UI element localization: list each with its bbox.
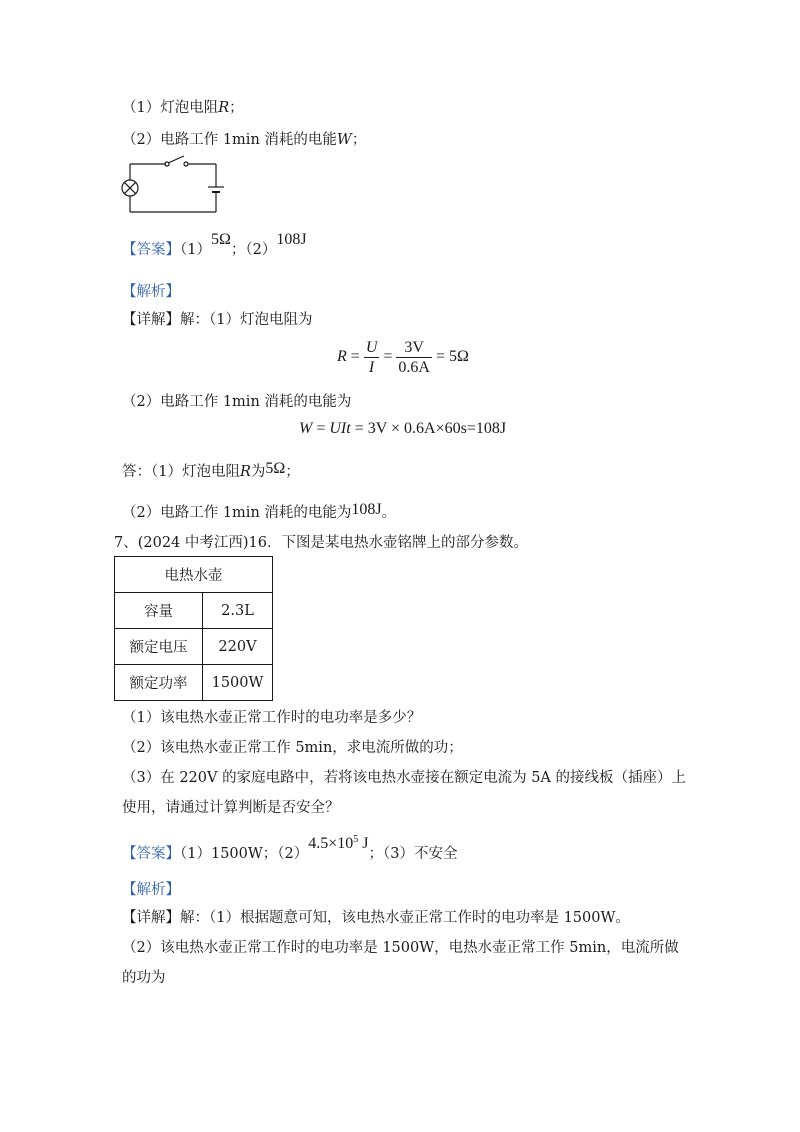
table-row (115, 593, 273, 629)
punctuation: ； (285, 464, 300, 480)
conclusion-text: （2）电路工作 1min 消耗的电能为 (122, 505, 352, 521)
detail-line (122, 908, 630, 928)
table-row (115, 629, 273, 665)
fraction-u-over-i (364, 338, 380, 377)
question-7-title: 7、(2024 中考江西)16．下图是某电热水壶铭牌上的部分参数。 (114, 535, 528, 551)
table-cell-label: 额定功率 (115, 665, 203, 701)
punctuation: ； (351, 132, 367, 148)
detail-label: 【详解】 (122, 910, 180, 926)
detail-label: 【详解】 (122, 312, 180, 328)
formula-result: 5Ω (449, 348, 469, 366)
value-unit: J (362, 835, 369, 852)
answer-value-2: 108J (276, 231, 307, 248)
step-2-text: （2）电路工作 1min 消耗的电能为 (122, 394, 352, 410)
punctuation: ； (230, 242, 246, 258)
answer-line-2 (122, 834, 458, 864)
conclusion-value: 108J (351, 501, 382, 518)
formula-lhs: W (299, 420, 313, 437)
question-text: （2）电路工作 1min 消耗的电能 (122, 132, 337, 148)
switch-lever (168, 156, 184, 163)
question-7-part-3-line-1: （3）在 220V 的家庭电路中，若将该电热水壶接在额定电流为 5A 的接线板（插座）上 (122, 770, 687, 786)
answer-text: （1）1500W；（2） (180, 846, 309, 862)
table-row (115, 665, 273, 701)
table-cell-label: 容量 (115, 593, 203, 629)
formula-energy: W = UIt = 3V × 0.6A×60s=108J (299, 420, 507, 437)
answer-part-prefix: （2） (245, 242, 277, 258)
fraction-numerator: 3V (396, 338, 432, 358)
detail-line: 的功为 (122, 970, 166, 986)
answer-text: ；（3）不安全 (368, 846, 458, 862)
conclusion-text: 答：（1）灯泡电阻 (122, 464, 240, 480)
conclusion-line-2 (122, 503, 396, 523)
conclusion-value: 5Ω (265, 460, 286, 477)
table-cell-label: 额定电压 (115, 629, 203, 665)
answer-line-1 (122, 231, 307, 260)
variable-r: R (218, 100, 230, 116)
fraction-values (396, 338, 432, 377)
answer-part-prefix: （1） (180, 242, 211, 258)
formula-rhs: 3V × 0.6A×60s=108J (367, 420, 507, 437)
answer-value-1: 5Ω (210, 231, 231, 248)
variable-w: W (336, 132, 352, 148)
table-header-row (115, 557, 273, 593)
question-6-part-1 (122, 98, 244, 118)
detail-text: 解：（1）根据题意可知，该电热水壶正常工作时的电功率是 1500W。 (180, 910, 630, 926)
circuit-diagram (116, 152, 228, 216)
question-7-part-3-line-2: 使用，请通过计算判断是否安全？ (122, 800, 340, 816)
value-base: 4.5×10 (308, 835, 354, 852)
formula-resistance: R = $\frac{U}{I}$ = $\frac{3V}{0.6A}$ = 5Ω (337, 339, 469, 376)
answer-label: 【答案】 (122, 242, 180, 258)
detail-line (122, 310, 312, 330)
table-cell-value: 1500W (203, 665, 273, 701)
table-cell-value: 220V (203, 629, 273, 665)
formula-mid: UIt (329, 420, 351, 437)
switch-contact-right (184, 162, 188, 166)
table-cell-value: 2.3L (203, 593, 273, 629)
conclusion-line-1 (122, 462, 300, 482)
answer-label: 【答案】 (122, 846, 180, 862)
answer-value-work (308, 835, 368, 852)
conclusion-text: 为 (250, 464, 266, 480)
detail-text: 解：（1）灯泡电阻为 (180, 312, 313, 328)
table-header: 电热水壶 (115, 557, 273, 593)
detail-line: （2）该电热水壶正常工作时的电功率是 1500W，电热水壶正常工作 5min，电流所做 (122, 940, 679, 956)
analysis-label: 【解析】 (122, 882, 180, 898)
value-exponent: 5 (353, 834, 359, 845)
fraction-denominator: 0.6A (398, 359, 430, 376)
punctuation: 。 (381, 505, 397, 521)
formula-lhs: R (337, 348, 347, 366)
fraction-numerator: U (365, 339, 378, 356)
fraction-denominator: I (368, 359, 375, 376)
spec-table (114, 556, 273, 701)
question-text: （1）灯泡电阻 (122, 100, 219, 116)
question-7-part-2: （2）该电热水壶正常工作 5min，求电流所做的功； (122, 740, 463, 756)
analysis-label: 【解析】 (122, 284, 180, 300)
question-6-part-2 (122, 130, 366, 150)
question-7-part-1: （1）该电热水壶正常工作时的电功率是多少？ (122, 710, 422, 726)
punctuation: ； (229, 100, 244, 116)
variable-r: R (239, 464, 251, 480)
